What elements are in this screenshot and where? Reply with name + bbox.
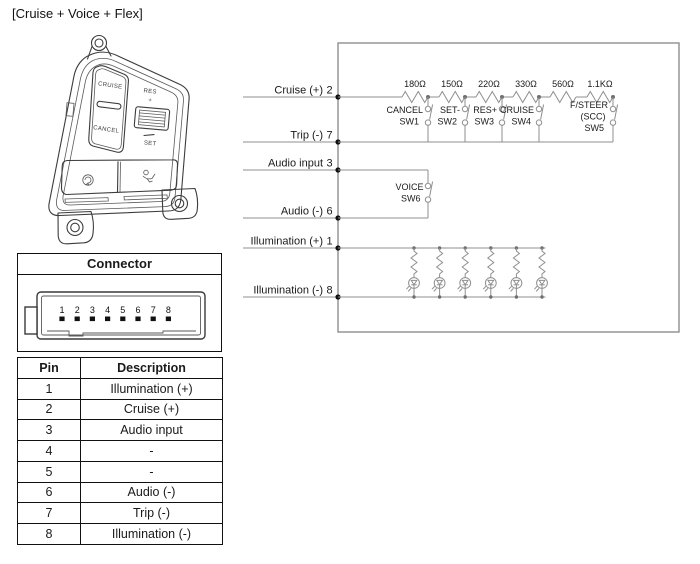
pin-number: 8 [165, 305, 171, 315]
pin-pads [59, 317, 171, 322]
pin-leads [243, 85, 341, 300]
table-row [18, 482, 223, 503]
switch-name: SW5 [584, 123, 604, 133]
resistor-value: 220Ω [478, 79, 500, 89]
description-cell: Trip (-) [81, 503, 223, 524]
right-button-column [134, 88, 170, 147]
led-branch [534, 246, 547, 298]
voice-branch [338, 170, 433, 218]
switch-sw2 [437, 97, 469, 142]
cruise-button-label: CRUISE [97, 81, 123, 91]
resistor-chain [338, 79, 615, 103]
pin-number: 4 [105, 305, 111, 315]
pin-number: 8 [326, 284, 333, 297]
pin-description-table [17, 357, 223, 545]
switch-name: SW6 [400, 193, 421, 204]
description-cell: Illumination (-) [81, 524, 223, 545]
pin-cell: 4 [18, 441, 81, 462]
description-cell: - [81, 461, 223, 482]
mode-icon [83, 175, 93, 185]
pin-label: Audio (-) [280, 205, 323, 218]
pin-label: Trip (-) [290, 129, 323, 142]
switch-label: VOICE [395, 182, 424, 192]
pin-number: 2 [74, 305, 80, 315]
pin-number: 1 [59, 305, 65, 315]
pin-cell: 8 [18, 524, 81, 545]
resistor-value: 1.1KΩ [587, 79, 613, 89]
switch-sw4 [500, 97, 544, 142]
switch-name: SW4 [511, 116, 531, 127]
led-branch [483, 246, 496, 298]
description-cell: Cruise (+) [81, 399, 223, 420]
table-row [18, 524, 223, 545]
switch-sw5 [570, 97, 618, 142]
res-button-label: RES [143, 88, 158, 96]
switch-label: F/STEER [569, 100, 608, 110]
switch-assembly-drawing [35, 28, 225, 253]
connector-shell [25, 292, 205, 339]
res-plus-label: + [147, 97, 153, 105]
rocker-button [134, 107, 170, 131]
pin-label: Cruise (+) [274, 84, 323, 97]
pin-number: 3 [326, 157, 333, 170]
table-row [18, 461, 223, 482]
table-row [18, 399, 223, 420]
schematic-frame [338, 43, 679, 332]
circuit-schematic [230, 30, 690, 350]
switch-label: SET- [439, 105, 460, 115]
led-branch [509, 246, 522, 298]
connector-drawing [18, 275, 221, 351]
connector-panel-title: Connector [18, 254, 221, 275]
switch-label: RES+ [473, 105, 497, 115]
pin-cell: 3 [18, 420, 81, 441]
pin-number: 5 [120, 305, 126, 315]
resistor-value: 330Ω [515, 79, 537, 89]
description-cell: Audio (-) [81, 482, 223, 503]
pin-cell: 2 [18, 399, 81, 420]
led-branch [458, 246, 471, 298]
pin-cell: 7 [18, 503, 81, 524]
pin-label: Illumination (-) [253, 284, 323, 297]
pin-cell: 5 [18, 461, 81, 482]
description-column-header: Description [81, 358, 223, 379]
switch-body-outline [49, 52, 189, 215]
pin-number: 7 [326, 129, 333, 142]
description-cell: Audio input [81, 420, 223, 441]
mounting-ear [88, 36, 112, 60]
table-row [18, 378, 223, 399]
bottom-button-row [61, 160, 177, 203]
pin-label: Audio input [267, 157, 323, 170]
table-header-row [18, 358, 223, 379]
connector-panel [17, 253, 222, 352]
pin-number: 6 [135, 305, 141, 315]
left-mounting-foot [58, 212, 93, 244]
switch-label: CANCEL [386, 105, 423, 115]
led-branch [406, 246, 419, 298]
resistor-value: 150Ω [441, 79, 463, 89]
description-cell: - [81, 441, 223, 462]
switch-sw1 [386, 97, 432, 142]
switch-name: SW2 [437, 116, 457, 127]
switch-sw3 [473, 97, 506, 142]
switch-label: (SCC) [580, 111, 606, 122]
pin-number: 2 [326, 84, 333, 97]
led-branch [432, 246, 445, 298]
switch-label: CRUISE [499, 105, 534, 115]
pin-cell: 6 [18, 482, 81, 503]
pin-cell: 1 [18, 378, 81, 399]
left-button-panel [89, 66, 129, 153]
pin-label: Illumination (+) [250, 235, 323, 248]
voice-icon [143, 170, 155, 182]
pin-number: 3 [89, 305, 95, 315]
pin-number: 1 [326, 235, 333, 248]
pin-number: 7 [150, 305, 156, 315]
table-row [18, 441, 223, 462]
description-cell: Illumination (+) [81, 378, 223, 399]
connector-pins [59, 305, 171, 321]
switch-name: SW3 [474, 116, 494, 127]
bottom-hatch-strips [65, 195, 167, 203]
pin-column-header: Pin [18, 358, 81, 379]
set-button-label: SET [143, 140, 157, 148]
table-row [18, 420, 223, 441]
switch-name: SW1 [399, 116, 419, 127]
resistor-value: 180Ω [404, 79, 426, 89]
resistor-value: 560Ω [552, 79, 574, 89]
table-row [18, 503, 223, 524]
diagram-title: [Cruise + Voice + Flex] [12, 6, 143, 21]
pin-number: 6 [326, 205, 333, 218]
cancel-button-label: CANCEL [92, 125, 120, 135]
